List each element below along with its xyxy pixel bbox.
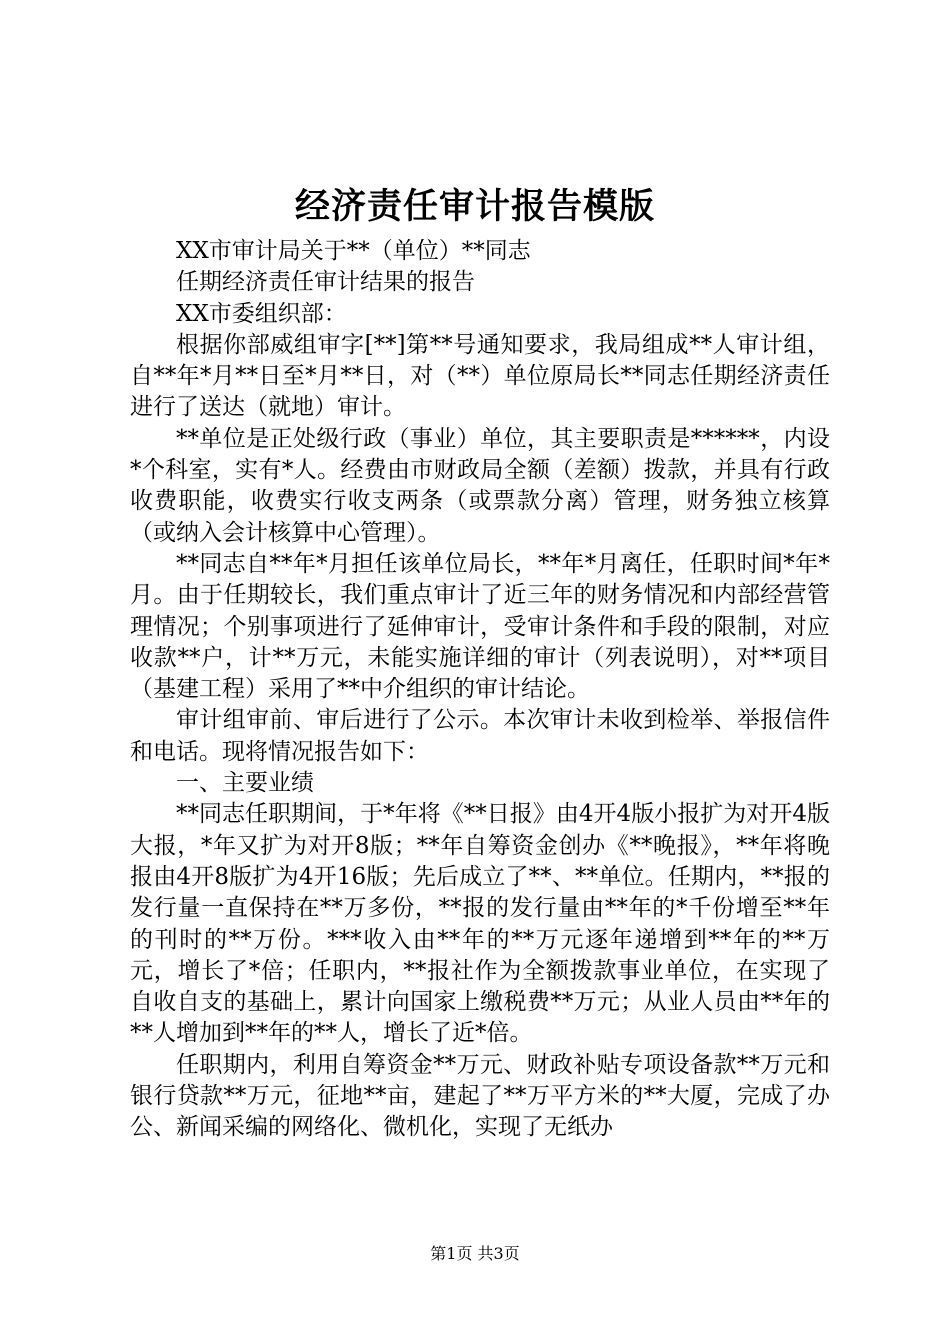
page-number: 第1页 共3页 [430,1244,520,1263]
recipient-line-1: XX市审计局关于**（单位）**同志 [176,238,531,264]
document-title: 经济责任审计报告模版 [294,186,655,227]
paragraph: 审计组审前、审后进行了公示。本次审计未收到检举、举报信件和电话。现将情况报告如下： [130,707,830,765]
paragraph: **同志自**年*月担任该单位局长，**年*月离任，任职时间*年*月。由于任期较长，我们重点审计了近三年的财务情况和内部经营管理情况；个别事项进行了延伸审计，受审计条件和手段的限制，对应收款**户，计**万元，未能实施详细的审计（列表说明），对**项目（基建工程）采用了**中介组织的审计结论。 [130,550,830,703]
recipient-line-2: 任期经济责任审计结果的报告 [176,269,475,296]
addressee: XX市委组织部： [176,300,347,327]
paragraph: **同志任职期间，于*年将《**日报》由4开4版小报扩为对开4版大报，*年又扩为对开8版；**年自筹资金创办《**晚报》，**年将晚报由4开8版扩为4开16版；先后成立了**、**单位。任期内，**报的发行量一直保持在**万多份，**报的发行量由**年的*千份增至**年的刊时的**万份。***收入由**年的**万元逐年递增到**年的**万元，增长了*倍；任职内，**报社作为全额拨款事业单位，在实现了自收自支的基础上，累计向国家上缴税费**万元；从业人员由**年的**人增加到**年的**人，增长了近*倍。 [130,801,830,1047]
paragraph: 任职期内，利用自筹资金**万元、财政补贴专项设备款**万元和银行贷款**万元，征地**亩，建起了**万平方米的**大厦，完成了办公、新闻采编的网络化、微机化，实现了无纸办 [130,1051,830,1141]
document-body [130,236,830,1144]
paragraph: 根据你部威组审字[**]第**号通知要求，我局组成**人审计组，自**年*月**日至*月**日，对（**）单位原局长**同志任期经济责任进行了送达（就地）审计。 [130,331,830,421]
section-heading: 一、主要业绩 [176,770,314,797]
paragraph: **单位是正处级行政（事业）单位，其主要职责是******，内设*个科室，实有*人。经费由市财政局全额（差额）拨款，并具有行政收费职能，收费实行收支两条（或票款分离）管理，财务独立核算（或纳入会计核算中心管理）。 [130,425,830,546]
